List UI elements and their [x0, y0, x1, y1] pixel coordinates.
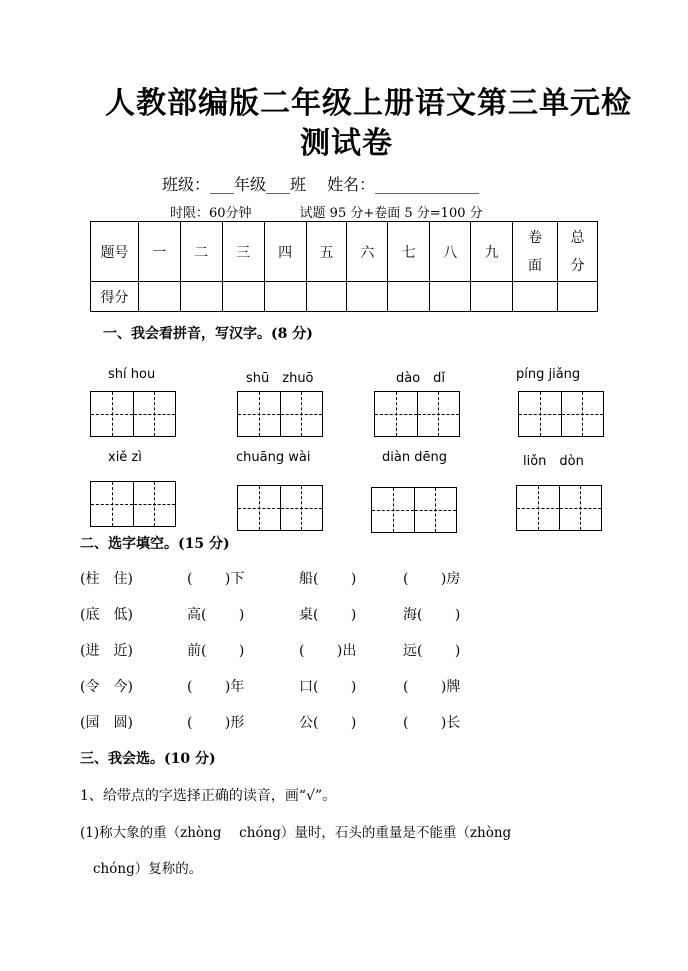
- score-cell: [557, 282, 597, 312]
- score-cell: [430, 282, 471, 312]
- col-header: 六: [347, 222, 388, 282]
- tianzige-box[interactable]: [371, 487, 457, 533]
- pinyin-label: diàn dēng: [382, 450, 447, 465]
- tianzige-box[interactable]: [374, 391, 460, 437]
- class-name-line: 班级：___年级___班 姓名：_____________: [162, 175, 480, 194]
- pinyin-label: chuāng wài: [236, 450, 311, 465]
- blank-c[interactable]: ( )长: [403, 715, 461, 731]
- score-cell: [180, 282, 222, 312]
- score-cell: [306, 282, 347, 312]
- blank-a[interactable]: 高( ): [187, 607, 245, 623]
- total-top: 总: [570, 229, 585, 246]
- blank-c[interactable]: ( )房: [403, 571, 461, 587]
- blank-a[interactable]: 前( ): [187, 643, 245, 659]
- row-label-defen: 得分: [91, 282, 139, 312]
- col-header: 九: [471, 222, 513, 282]
- pinyin-label: dào dǐ: [396, 371, 446, 386]
- blank-a[interactable]: ( )形: [187, 715, 245, 731]
- blank-b[interactable]: 船( ): [299, 571, 357, 587]
- juanmian-top: 卷: [528, 229, 542, 246]
- col-header: 一: [138, 222, 180, 282]
- col-header: 二: [180, 222, 222, 282]
- choice-pair: (令 今): [80, 679, 133, 695]
- col-header-total: [557, 222, 597, 282]
- score-cell: [138, 282, 180, 312]
- juanmian-bottom: 面: [528, 257, 542, 274]
- blank-b[interactable]: 桌( ): [299, 607, 357, 623]
- row-label-tihao: 题号: [91, 222, 139, 282]
- score-cell: [347, 282, 388, 312]
- section-1-heading: 一、我会看拼音，写汉字。(8 分): [103, 326, 313, 342]
- score-cell: [388, 282, 430, 312]
- col-header: 四: [264, 222, 306, 282]
- pinyin-label: liǒn dòn: [523, 454, 584, 469]
- title-line-2: 测试卷: [300, 126, 393, 161]
- time-line: [170, 202, 531, 221]
- time-limit: 时限：60分钟: [170, 206, 252, 221]
- col-header-juanmian: [513, 222, 558, 282]
- blank-b[interactable]: ( )出: [299, 643, 357, 659]
- question-1: 1、给带点的字选择正确的读音，画“√”。: [80, 788, 337, 804]
- choice-pair: (进 近): [80, 643, 133, 659]
- score-table: [90, 221, 598, 312]
- tianzige-box[interactable]: [518, 391, 604, 437]
- blank-b[interactable]: 口( ): [299, 679, 357, 695]
- title-line-1: 人教部编版二年级上册语文第三单元检: [105, 86, 632, 121]
- pinyin-label: píng jiǎng: [516, 367, 581, 382]
- blank-a[interactable]: ( )下: [187, 571, 245, 587]
- col-header: 七: [388, 222, 430, 282]
- score-cell: [471, 282, 513, 312]
- score-cell: [222, 282, 264, 312]
- score-cell: [264, 282, 306, 312]
- score-cell: [513, 282, 558, 312]
- tianzige-box[interactable]: [90, 481, 176, 527]
- blank-c[interactable]: 远( ): [403, 643, 461, 659]
- question-1-1-line-1: (1)称大象的重（zhòng chóng）量时，石头的重量是不能重（zhòng: [80, 825, 512, 841]
- blank-c[interactable]: ( )牌: [403, 679, 461, 695]
- tianzige-box[interactable]: [237, 391, 323, 437]
- choice-pair: (底 低): [80, 607, 133, 623]
- blank-a[interactable]: ( )年: [187, 679, 245, 695]
- col-header: 三: [222, 222, 264, 282]
- col-header: 五: [306, 222, 347, 282]
- tianzige-box[interactable]: [237, 485, 323, 531]
- choice-pair: (园 圆): [80, 715, 133, 731]
- blank-b[interactable]: 公( ): [299, 715, 357, 731]
- question-1-1-line-2: chóng）复称的。: [93, 861, 203, 877]
- col-header: 八: [430, 222, 471, 282]
- pinyin-label: xiě zì: [108, 450, 142, 465]
- pinyin-label: shū zhuō: [246, 371, 314, 386]
- tianzige-box[interactable]: [516, 485, 602, 531]
- section-2-heading: 二、选字填空。(15 分): [80, 536, 230, 552]
- score-note: 试题 95 分+卷面 5 分=100 分: [299, 206, 483, 221]
- choice-pair: (柱 住): [80, 571, 133, 587]
- pinyin-label: shí hou: [108, 367, 156, 382]
- blank-c[interactable]: 海( ): [403, 607, 461, 623]
- section-3-heading: 三、我会选。(10 分): [80, 751, 216, 767]
- total-bottom: 分: [570, 257, 585, 274]
- tianzige-box[interactable]: [90, 391, 176, 437]
